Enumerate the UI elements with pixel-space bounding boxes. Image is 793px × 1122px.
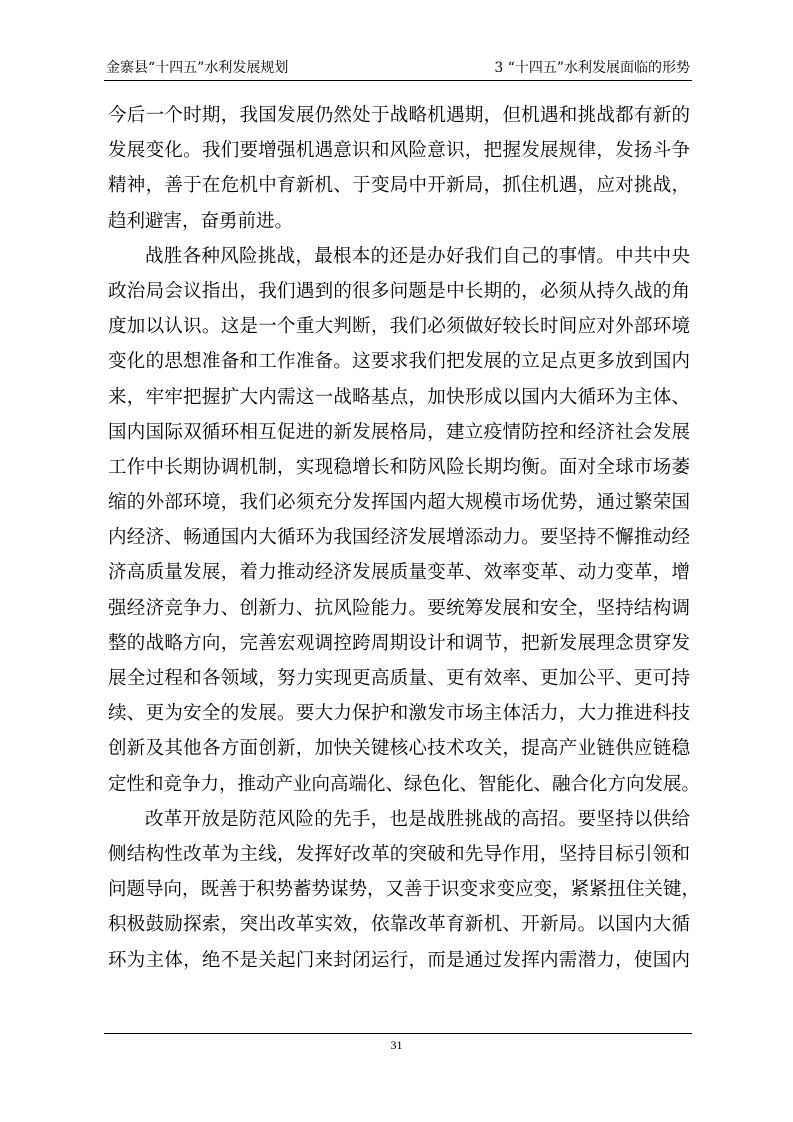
- running-header: [104, 58, 692, 81]
- text-line: 精神，善于在危机中育新机、于变局中开新局，抓住机遇，应对挑战，: [108, 175, 690, 197]
- text-line: 问题导向，既善于积势蓄势谋势，又善于识变求变应变，紧紧扭住关键，: [108, 879, 701, 901]
- text-line: 变化的思想准备和工作准备。这要求我们把发展的立足点更多放到国内: [108, 351, 690, 373]
- text-line: 战胜各种风险挑战，最根本的还是办好我们自己的事情。中共中央: [145, 245, 690, 267]
- text-line: 侧结构性改革为主线，发挥好改革的突破和先导作用，坚持目标引领和: [108, 843, 690, 865]
- text-line: 工作中长期协调机制，实现稳增长和防风险长期均衡。面对全球市场萎: [108, 456, 690, 478]
- text-line: 强经济竞争力、创新力、抗风险能力。要统筹发展和安全，坚持结构调: [108, 597, 690, 619]
- footer-divider: [104, 1033, 692, 1034]
- header-document-title: 金寨县“十四五”水利发展规划: [106, 60, 289, 76]
- text-line: 今后一个时期，我国发展仍然处于战略机遇期，但机遇和挑战都有新的: [108, 105, 690, 126]
- text-line: 趋利避害，奋勇前进。: [108, 210, 294, 232]
- text-line: 展全过程和各领域，努力实现更高质量、更有效率、更加公平、更可持: [108, 668, 690, 689]
- text-line: 济高质量发展，着力推动经济发展质量变革、效率变革、动力变革，增: [108, 562, 690, 584]
- body-text: [108, 98, 701, 978]
- text-line: 发展变化。我们要增强机遇意识和风险意识，把握发展规律，发扬斗争: [108, 140, 690, 162]
- text-line: 来，牢牢把握扩大内需这一战略基点，加快形成以国内大循环为主体、: [108, 386, 690, 408]
- text-line: 内经济、畅通国内大循环为我国经济发展增添动力。要坚持不懈推动经: [108, 527, 690, 549]
- text-line: 环为主体，绝不是关起门来封闭运行，而是通过发挥内需潜力，使国内: [108, 949, 690, 971]
- text-line: 国内国际双循环相互促进的新发展格局，建立疫情防控和经济社会发展: [108, 421, 690, 443]
- text-line: 改革开放是防范风险的先手，也是战胜挑战的高招。要坚持以供给: [145, 808, 690, 830]
- paragraph-2: [108, 239, 701, 802]
- paragraph-1: [108, 98, 690, 239]
- text-line: 创新及其他各方面创新，加快关键核心技术攻关，提高产业链供应链稳: [108, 738, 690, 760]
- text-line: 政治局会议指出，我们遇到的很多问题是中长期的，必须从持久战的角: [108, 280, 690, 302]
- text-line: 定性和竞争力，推动产业向高端化、绿色化、智能化、融合化方向发展。: [108, 773, 701, 795]
- text-line: 缩的外部环境，我们必须充分发挥国内超大规模市场优势，通过繁荣国: [108, 492, 690, 514]
- page-number: 31: [390, 1038, 403, 1052]
- text-line: 续、更为安全的发展。要大力保护和激发市场主体活力，大力推进科技: [108, 703, 690, 725]
- header-section-title: 3 “十四五”水利发展面临的形势: [494, 60, 690, 76]
- paragraph-3: [108, 802, 701, 978]
- text-line: 整的战略方向，完善宏观调控跨周期设计和调节，把新发展理念贯穿发: [108, 632, 690, 654]
- text-line: 积极鼓励探索，突出改革实效，依靠改革育新机、开新局。以国内大循: [108, 914, 690, 936]
- text-line: 度加以认识。这是一个重大判断，我们必须做好较长时间应对外部环境: [108, 316, 690, 338]
